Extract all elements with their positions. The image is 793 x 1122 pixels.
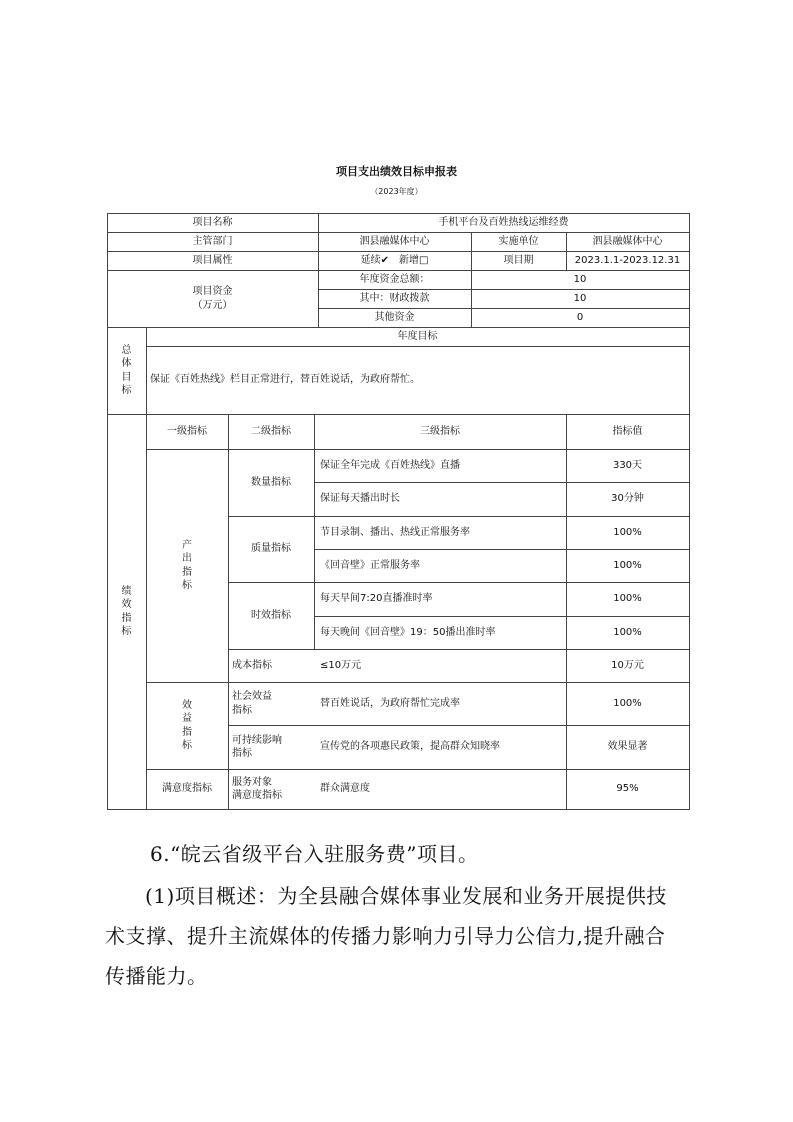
fund-label-line2: （万元） [192,299,233,311]
cost-indicator-label: 成本指标 [232,659,272,671]
fund-other-label: 其他资金 [374,311,415,323]
perf-side-char: 效 [121,599,132,610]
table-row-value: 10万元 [611,659,644,671]
perf-side-char: 标 [121,626,132,637]
service-satisfaction-line: 服务对象 [232,776,272,788]
fund-total-label: 年度资金总额： [359,273,430,285]
output-char: 产 [182,539,192,551]
benefit-indicator-label [146,682,228,769]
fund-total-value: 10 [573,273,587,285]
page-title: 项目支出绩效目标申报表 [336,165,457,178]
annual-goal-label: 年度目标 [397,330,438,342]
perf-side-label [107,414,146,809]
fund-other-value: 0 [576,311,584,323]
table-row-text: 保证全年完成《百姓热线》直播 [320,459,460,471]
table-row-text: 节目录制、播出、热线正常服务率 [320,526,470,538]
fund-fiscal-label: 其中：财政拨款 [359,292,430,304]
output-indicator-label [146,449,228,682]
table-row-text: 每天早间7:20直播准时率 [320,593,433,605]
output-char: 指 [182,566,192,578]
sustainability-label [232,725,314,769]
col-level1-header: 一级指标 [167,425,207,437]
benefit-char: 效 [182,699,192,711]
social-benefit-line: 社会效益 [232,691,272,702]
social-benefit-line: 指标 [232,704,252,716]
goal-side-char: 目 [121,371,132,383]
table-row-value: 100% [613,526,642,538]
benefit-char: 标 [182,740,192,751]
col-level2-header: 二级指标 [251,425,291,437]
fund-fiscal-value: 10 [573,292,587,304]
table-row-text: 群众满意度 [320,783,370,795]
table-row-text: 宣传党的各项惠民政策，提高群众知晓率 [320,741,500,753]
output-char: 标 [182,580,192,591]
year-subtitle: （2023年度） [370,187,423,196]
table-row-value: 30分钟 [611,493,644,505]
impl-label: 实施单位 [498,235,539,247]
goal-side-char: 体 [121,358,132,369]
table-row-value: 100% [613,593,642,605]
table-row-text: 《回音壁》正常服务率 [320,559,420,571]
service-satisfaction-line: 满意度指标 [232,790,282,801]
table-row-value: 100% [613,626,642,638]
period-value: 2023.1.1-2023.12.31 [574,254,681,266]
project-name-label: 项目名称 [192,216,233,228]
quality-indicator-label: 质量指标 [251,543,291,555]
body-paragraph-line: (1)项目概述：为全县融合媒体事业发展和业务开展提供技 [145,884,667,908]
table-row-text: ≤10万元 [320,659,362,671]
table-row-value: 效果显著 [607,741,648,753]
body-paragraph-line: 术支撑、提升主流媒体的传播力影响力引导力公信力,提升融合 [105,924,666,948]
social-benefit-label [232,682,314,725]
quantity-indicator-label: 数量指标 [251,476,291,488]
body-paragraph-line: 传播能力。 [105,964,208,988]
section-heading: 6.“皖云省级平台入驻服务费”项目。 [150,842,479,866]
table-row-value: 100% [613,559,642,571]
service-satisfaction-label [232,769,314,809]
benefit-char: 指 [182,726,192,738]
table-row-value: 100% [613,697,642,709]
fund-label-line1: 项目资金 [192,286,233,297]
attr-label: 项目属性 [192,254,233,266]
benefit-char: 益 [182,713,192,724]
sustainability-line: 指标 [232,748,252,759]
table-row-text: 替百姓说话，为政府帮忙完成率 [320,697,460,709]
timeliness-indicator-label: 时效指标 [251,609,291,621]
fund-label [107,270,318,327]
satisfaction-indicator-label: 满意度指标 [162,783,212,795]
perf-side-char: 绩 [121,585,132,597]
table-row-text: 每天晚间《回音壁》19：50播出准时率 [320,626,496,638]
goal-side-label [107,327,146,414]
period-label: 项目期 [503,254,534,266]
col-value-header: 指标值 [612,425,643,437]
output-char: 出 [182,553,192,564]
annual-goal-text: 保证《百姓热线》栏目正常进行，替百姓说话，为政府帮忙。 [150,374,420,386]
col-level3-header: 三级指标 [420,425,460,437]
table-row-value: 330天 [612,459,643,471]
perf-side-char: 指 [121,612,132,624]
dept-value: 泗县融媒体中心 [359,235,430,247]
sustainability-line: 可持续影响 [232,734,282,746]
table-row-text: 保证每天播出时长 [320,493,400,505]
table-row-value: 95% [616,783,639,795]
dept-label: 主管部门 [192,235,233,247]
project-name-value: 手机平台及百姓热线运维经费 [438,216,569,228]
goal-side-char: 标 [121,385,132,396]
impl-value: 泗县融媒体中心 [592,235,663,247]
attr-value: 延续✔ 新增□ [360,254,429,266]
goal-side-char: 总 [121,344,132,356]
